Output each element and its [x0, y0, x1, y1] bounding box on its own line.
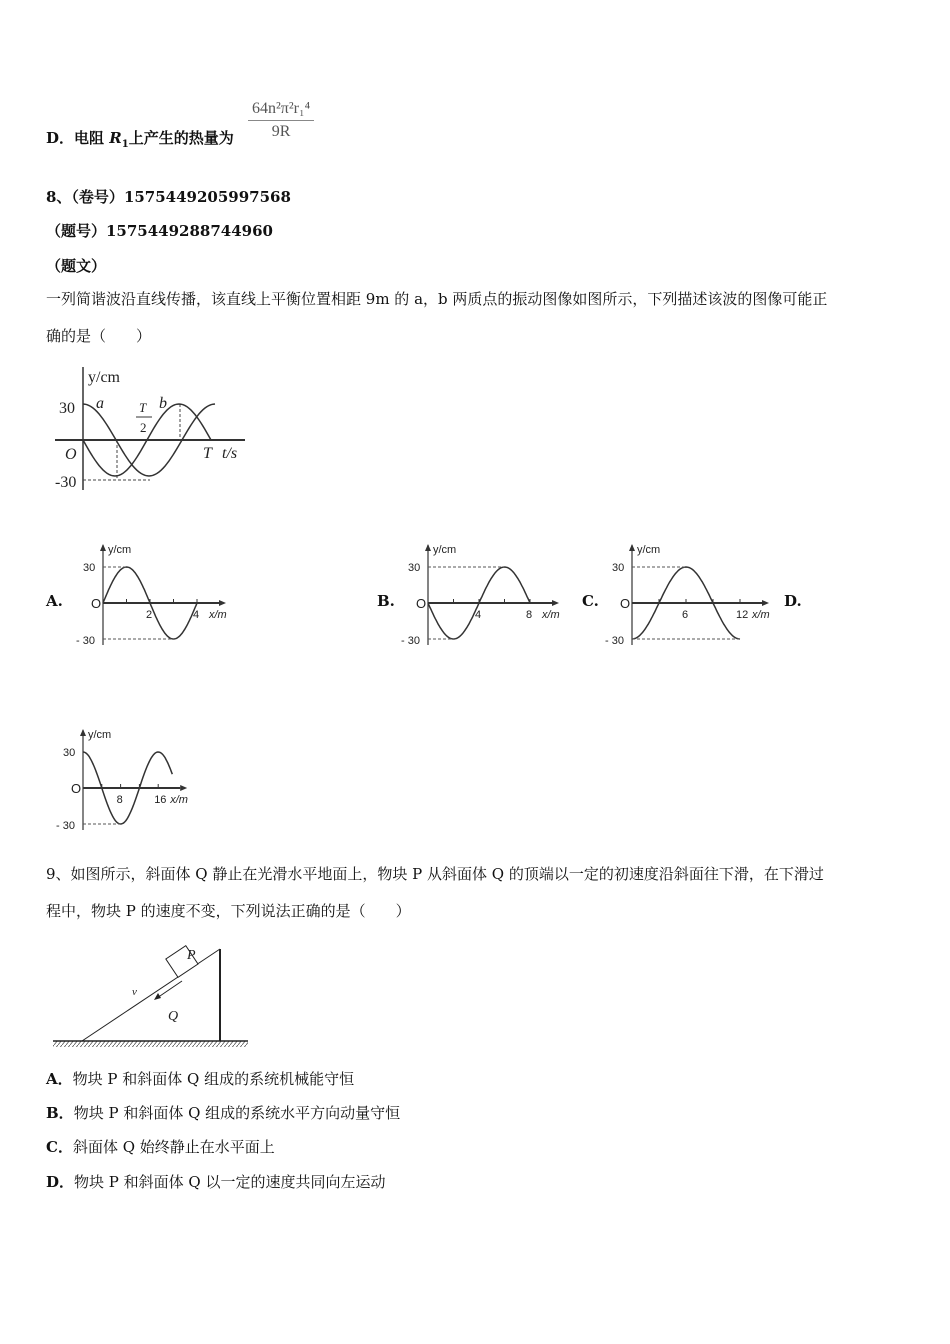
tick-label: 16	[154, 794, 167, 806]
origin-label: O	[71, 781, 82, 796]
option-d-label[interactable]: D.	[784, 592, 802, 610]
q8-body-label: （题文）	[46, 257, 107, 275]
tick-label: 12	[736, 609, 749, 621]
y-top: 30	[59, 400, 75, 417]
y-bottom-label: - 30	[56, 820, 75, 832]
option-letter: C．	[46, 1138, 73, 1156]
option-text: 上产生的热量为	[128, 129, 234, 147]
y-top-label: 30	[83, 562, 96, 574]
tick-label: 4	[475, 609, 482, 621]
axis-arrow-icon	[180, 785, 187, 791]
q9-text-2: 程中，物块 P 的速度不变，下列说法正确的是（ ）	[46, 902, 411, 920]
origin-label: O	[91, 596, 102, 611]
denominator: 9R	[271, 123, 291, 140]
incline-slope	[82, 949, 220, 1041]
half-period-num: T	[139, 400, 147, 415]
var-r: R	[109, 129, 122, 147]
y-top-label: 30	[612, 562, 625, 574]
y-bottom: -30	[55, 474, 77, 491]
x-label: x/m	[752, 609, 770, 621]
curve-b-label: b	[159, 395, 167, 412]
y-label: y/cm	[88, 729, 112, 741]
option-b-label[interactable]: B.	[377, 592, 395, 610]
q9-option-d[interactable]	[46, 1171, 385, 1192]
q8-header: 8、（卷号）1575449205997568	[46, 188, 291, 206]
option-letter: B．	[46, 1104, 74, 1122]
x-label: x/m	[170, 794, 188, 806]
tick-label: 2	[146, 609, 153, 621]
q8-text-2: 确的是（ ）	[46, 327, 152, 345]
q9-text-1: 9、如图所示，斜面体 Q 静止在光滑水平地面上，物块 P 从斜面体 Q 的顶端以一定的初速度沿斜面往下滑，在下滑过	[46, 865, 824, 883]
tick-label: 8	[526, 609, 533, 621]
option-text: 斜面体 Q 始终静止在水平面上	[72, 1138, 275, 1156]
curve-a-label: a	[96, 395, 104, 412]
q8-id: （题号）1575449288744960	[46, 222, 273, 240]
velocity-label: v	[132, 986, 137, 998]
velocity-arrow	[157, 981, 182, 998]
tick-label: 8	[116, 794, 123, 806]
q8-text-1: 一列简谐波沿直线传播，该直线上平衡位置相距 9m 的 a，b 两质点的振动图像如图所示，下列描述该波的图像可能正	[46, 290, 828, 308]
origin-label: O	[65, 446, 77, 463]
option-text: 物块 P 和斜面体 Q 以一定的速度共同向左运动	[74, 1173, 386, 1191]
incline-label: Q	[168, 1009, 179, 1024]
period-label: T	[203, 445, 212, 462]
tick-label: 4	[193, 609, 200, 621]
origin-label: O	[416, 596, 427, 611]
ground-hatch	[53, 1041, 248, 1047]
axis-arrow-icon	[80, 729, 86, 736]
incline-diagram	[50, 935, 250, 1055]
t-label: t/s	[222, 445, 238, 462]
option-text: 电阻	[74, 129, 110, 147]
x-label: x/m	[542, 609, 560, 621]
arrow-head-icon	[154, 993, 161, 1000]
option-letter: D．	[46, 129, 75, 147]
option-letter: D．	[46, 1173, 75, 1191]
subscript: 1	[121, 139, 129, 150]
y-label: y/cm	[433, 544, 457, 556]
y-label: y/cm	[108, 544, 132, 556]
q9-option-a[interactable]	[46, 1068, 354, 1089]
y-top-label: 30	[408, 562, 421, 574]
y-bottom-label: - 30	[605, 635, 624, 647]
option-a-label[interactable]: A.	[46, 592, 63, 610]
option-letter: A．	[46, 1070, 73, 1088]
block-label: P	[187, 948, 196, 963]
y-top-label: 30	[63, 747, 76, 759]
origin-label: O	[620, 596, 631, 611]
y-label: y/cm	[637, 544, 661, 556]
q9-option-c[interactable]	[46, 1136, 275, 1157]
numerator: 64n²π²r₁⁴	[248, 100, 314, 121]
y-label: y/cm	[88, 369, 120, 386]
q9-option-b[interactable]	[46, 1102, 400, 1123]
option-text: 物块 P 和斜面体 Q 组成的系统机械能守恒	[72, 1070, 355, 1088]
half-period-den: 2	[140, 420, 147, 435]
tick-label: 6	[682, 609, 689, 621]
option-text: 物块 P 和斜面体 Q 组成的系统水平方向动量守恒	[73, 1104, 401, 1122]
y-bottom-label: - 30	[76, 635, 95, 647]
option-c-label[interactable]: C.	[582, 592, 599, 610]
x-label: x/m	[209, 609, 227, 621]
y-bottom-label: - 30	[401, 635, 420, 647]
